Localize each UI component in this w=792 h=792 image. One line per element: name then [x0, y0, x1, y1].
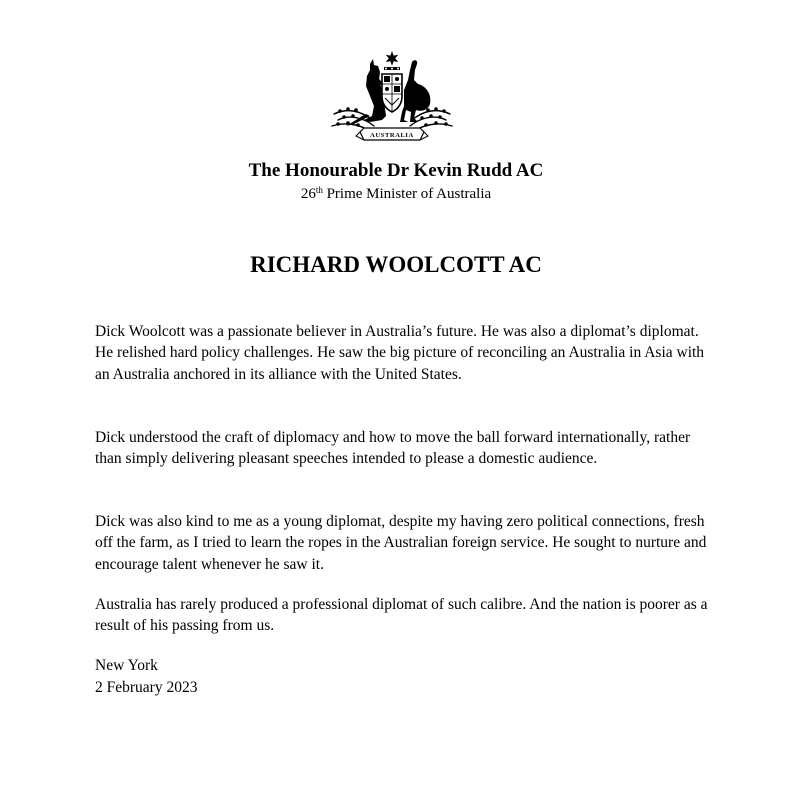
- body-paragraph: Australia has rarely produced a professional diplomat of such calibre. And the nation is poorer as a result of his passing from us.: [95, 596, 708, 635]
- document-title: RICHARD WOOLCOTT AC: [250, 252, 542, 277]
- signoff-date: 2 February 2023: [95, 679, 198, 696]
- signoff-place: New York: [95, 657, 158, 674]
- shield-icon: [382, 74, 402, 112]
- role-ordinal-suffix: th: [315, 185, 323, 195]
- scroll-icon: [356, 128, 428, 140]
- scroll-text: AUSTRALIA: [370, 132, 414, 139]
- letterhead-name: The Honourable Dr Kevin Rudd AC: [248, 160, 544, 181]
- body-paragraph: Dick understood the craft of diplomacy and how to move the ball forward internationally, rather than simply delivering pleasant speeches intended to please a domestic audience.: [95, 429, 691, 468]
- body-paragraph: Dick was also kind to me as a young diplomat, despite my having zero political connections, fresh off the farm, as I tried to learn the ropes in the Australian foreign service. He sought to nurture and encourage talent whenever he saw it.: [95, 513, 707, 573]
- role-title: Prime Minister of Australia: [322, 186, 492, 202]
- signoff: [95, 655, 197, 699]
- role-ordinal-number: 26: [300, 186, 316, 202]
- letterhead-role: [0, 184, 792, 204]
- wattle-foliage-icon: [332, 111, 452, 130]
- commonwealth-coat-of-arms-icon: [326, 50, 458, 142]
- star-of-federation-icon: [386, 51, 398, 66]
- body-paragraph: Dick Woolcott was a passionate believer in Australia’s future. He was also a diplomat’s diplomat. He relished hard policy challenges. He saw the big picture of reconciling an Australia in Asia with an Australia anchored in its alliance with the United States.: [95, 323, 705, 383]
